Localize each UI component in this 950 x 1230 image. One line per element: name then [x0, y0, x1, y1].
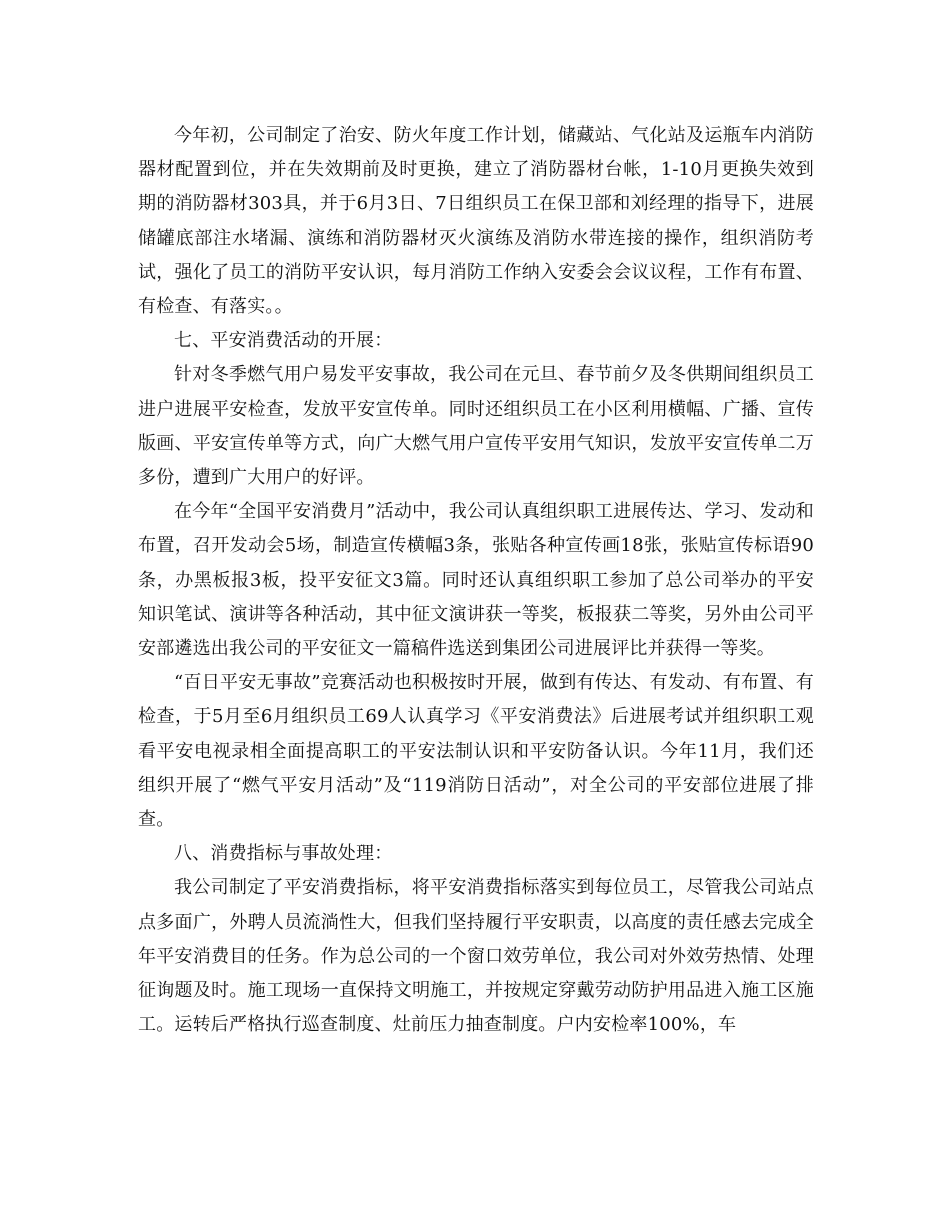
- document-body: [138, 119, 814, 1042]
- paragraph-indicators: 我公司制定了平安消费指标，将平安消费指标落实到每位员工，尽管我公司站点点多面广，外聘人员流淌性大，但我们坚持履行平安职责，以高度的责任感去完成全年平安消费目的任务。作为总公司的一个窗口效劳单位，我公司对外效劳热情、处理征询题及时。施工现场一直保持文明施工，并按规定穿戴劳动防护用品进入施工区施工。运转后严格执行巡查制度、灶前压力抽查制度。户内安检率100%，车: [138, 877, 814, 1036]
- paragraph-hundred-days: “百日平安无事故”竞赛活动也积极按时开展，做到有传达、有发动、有布置、有检查，于5月至6月组织员工69人认真学习《平安消费法》后进展考试并组织职工观看平安电视录相全面提高职工的平安法制认识和平安防备认识。今年11月，我们还组织开展了“燃气平安月活动”及“119消防日活动”，对全公司的平安部位进展了排查。: [138, 672, 814, 831]
- section-heading-8: 八、消费指标与事故处理：: [174, 843, 393, 865]
- paragraph-safety-month: 在今年“全国平安消费月”活动中，我公司认真组织职工进展传达、学习、发动和布置，召开发动会5场，制造宣传横幅3条，张贴各种宣传画18张，张贴宣传标语90条，办黑板报3板，投平安征文3篇。同时还认真组织职工参加了总公司举办的平安知识笔试、演讲等各种活动，其中征文演讲获一等奖，板报获二等奖，另外由公司平安部遴选出我公司的平安征文一篇稿件选送到集团公司进展评比并获得一等奖。: [138, 501, 814, 660]
- section-heading-7: 七、平安消费活动的开展：: [174, 330, 393, 352]
- paragraph-fire-safety: 今年初，公司制定了治安、防火年度工作计划，储藏站、气化站及运瓶车内消防器材配置到位，并在失效期前及时更换，建立了消防器材台帐，1-10月更换失效到期的消防器材303具，并于6月3日、7日组织员工在保卫部和刘经理的指导下，进展储罐底部注水堵漏、演练和消防器材灭火演练及消防水带连接的操作，组织消防考试，强化了员工的消防平安认识，每月消防工作纳入安委会会议议程，工作有布置、有检查、有落实。。: [138, 125, 814, 318]
- paragraph-winter-safety: 针对冬季燃气用户易发平安事故，我公司在元旦、春节前夕及冬供期间组织员工进户进展平安检查，发放平安宣传单。同时还组织员工在小区利用横幅、广播、宣传版画、平安宣传单等方式，向广大燃气用户宣传平安用气知识，发放平安宣传单二万多份，遭到广大用户的好评。: [138, 364, 814, 489]
